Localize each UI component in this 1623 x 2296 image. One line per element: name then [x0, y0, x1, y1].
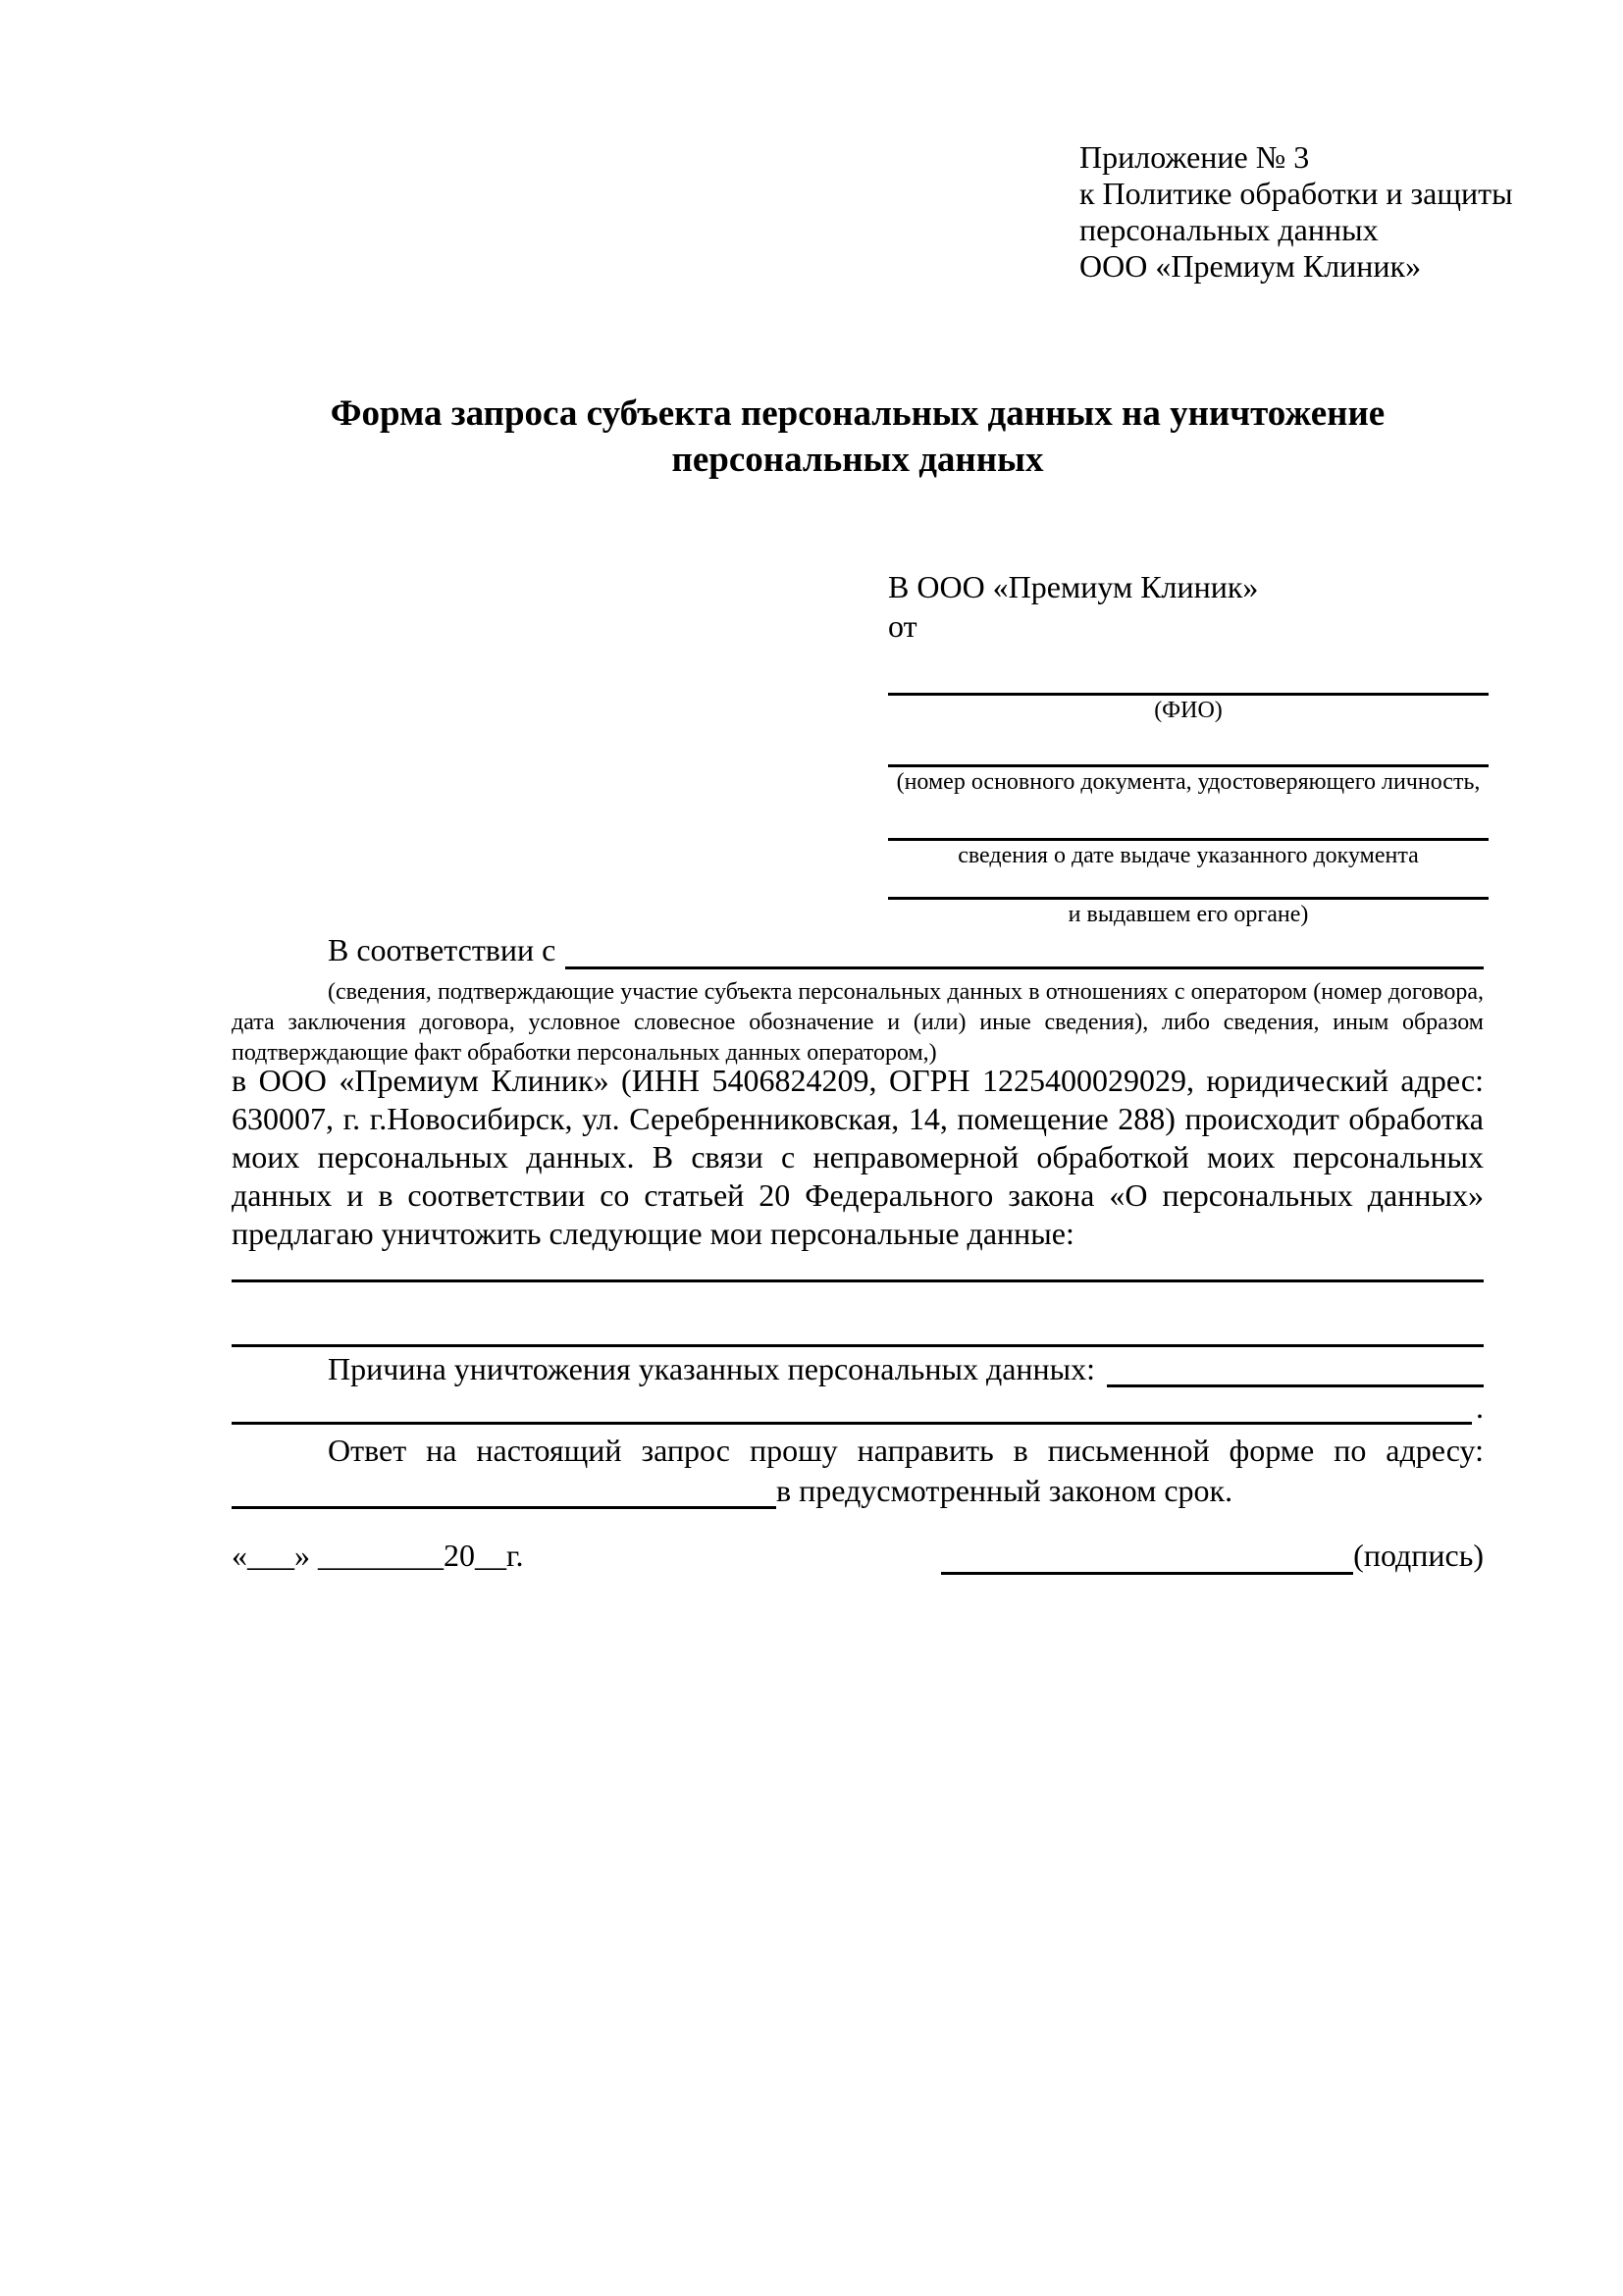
signature-blank-line [941, 1536, 1353, 1575]
form-title: Форма запроса субъекта персональных данных на уничтожение персональных данных [330, 393, 1386, 480]
document-number-caption: (номер основного документа, удостоверяющего личность, [896, 769, 1481, 795]
appendix-note-line: персональных данных [1079, 212, 1379, 247]
accordance-row [232, 930, 1484, 969]
fio-caption: (ФИО) [1154, 698, 1223, 723]
appendix-note-line: к Политике обработки и защиты [1079, 176, 1513, 211]
address-row [232, 1472, 1484, 1509]
appendix-note-line: Приложение № 3 [1079, 139, 1310, 175]
appendix-note [1079, 139, 1541, 285]
main-paragraph: в ООО «Премиум Клиник» (ИНН 5406824209, ОГРН 1225400029029, юридический адрес: 630007, г. г.Новосибирск, ул. Серебренниковская, 14, помещение 288) происходит обработка моих персональных данных. В связи с неправомерной обработкой моих персональных данных и в соответствии со статьей 20 Федерального закона «О персональных данных» предлагаю уничтожить следующие мои персональные данные: [232, 1063, 1484, 1251]
answer-sentence: Ответ на настоящий запрос прошу направить в письменной форме по адресу: [328, 1433, 1484, 1468]
accordance-label: В соответствии с [328, 932, 556, 967]
signature-group [941, 1536, 1484, 1575]
issue-date-caption: сведения о дате выдаче указанного документа [958, 843, 1419, 868]
reason-blank-line [232, 1389, 1472, 1425]
reason-label: Причина уничтожения указанных персональных данных: [328, 1351, 1096, 1386]
issuing-authority-caption: и выдавшем его органе) [1068, 902, 1309, 927]
issue-date-blank-line [888, 797, 1489, 841]
address-blank-line [232, 1472, 776, 1509]
reason-row [232, 1350, 1484, 1387]
addressee-block [888, 567, 1489, 929]
signature-caption: (подпись) [1353, 1538, 1484, 1573]
date-blank: «___» ________20__г. [232, 1538, 524, 1573]
fio-blank-line [888, 646, 1489, 696]
answer-tail: в предусмотренный законом срок. [776, 1473, 1233, 1508]
personal-data-blank-line [232, 1279, 1484, 1282]
addressee-from: от [888, 608, 917, 644]
accordance-footnote: (сведения, подтверждающие участие субъекта персональных данных в отношениях с оператором (номер договора, дата заключения договора, условное словесное обозначение и (или) иные сведения), либо сведения, иным образом подтверждающие факт обработки персональных данных оператором,) [232, 979, 1484, 1066]
personal-data-blank-line [232, 1344, 1484, 1347]
date-signature-row [232, 1536, 1484, 1575]
reason-blank-line [1107, 1350, 1484, 1387]
reason-continuation-row [232, 1389, 1484, 1425]
accordance-blank-line [565, 930, 1484, 969]
appendix-note-line: ООО «Премиум Клиник» [1079, 248, 1422, 284]
issuing-authority-blank-line [888, 870, 1489, 900]
sentence-period: . [1476, 1389, 1484, 1425]
document-number-blank-line [888, 725, 1489, 767]
addressee-to: В ООО «Премиум Клиник» [888, 569, 1259, 604]
